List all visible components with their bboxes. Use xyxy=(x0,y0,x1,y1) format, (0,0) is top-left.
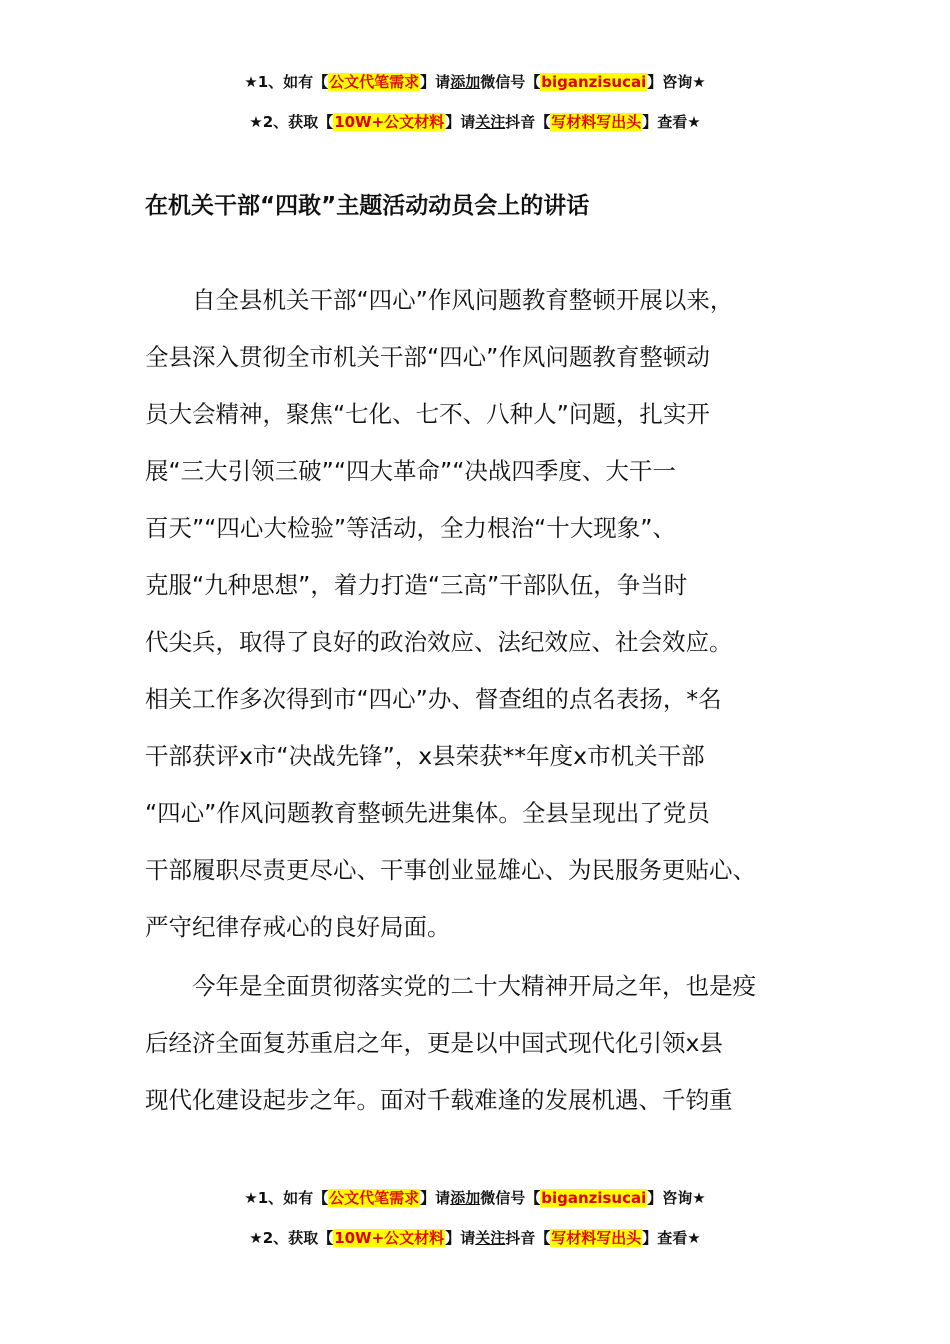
banner-text: 】请 xyxy=(445,113,476,131)
banner-highlight: 写材料写出头 xyxy=(551,1229,642,1247)
banner-highlight: 10W+公文材料 xyxy=(334,1229,445,1247)
paragraph-line: 克服“九种思想”，着力打造“三高”干部队伍，争当时 xyxy=(145,571,688,599)
banner-highlight: 写材料写出头 xyxy=(551,113,642,131)
banner-underlined-text: 添加 xyxy=(450,1189,481,1207)
paragraph-line: 代尖兵，取得了良好的政治效应、法纪效应、社会效应。 xyxy=(145,628,733,656)
paragraph-line: 自全县机关干部“四心”作风问题教育整顿开展以来， xyxy=(145,286,734,314)
paragraph-line: 后经济全面复苏重启之年，更是以中国式现代化引领x县 xyxy=(145,1029,723,1057)
paragraph-line: “四心”作风问题教育整顿先进集体。全县呈现出了党员 xyxy=(145,799,710,827)
banner-text: 微信号【 xyxy=(480,1189,541,1207)
paragraph-line: 严守纪律存戒心的良好局面。 xyxy=(145,913,451,941)
banner-underlined-text: 关注 xyxy=(475,1229,506,1247)
banner-text: ★1、如有【 xyxy=(244,1189,329,1207)
paragraph-line: 员大会精神，聚焦“七化、七不、八种人”问题，扎实开 xyxy=(145,400,710,428)
body-paragraph-2 xyxy=(145,958,825,1129)
header-banner-line-1 xyxy=(0,71,950,93)
footer-banner-line-2 xyxy=(0,1227,950,1249)
body-paragraph-1 xyxy=(145,272,825,956)
banner-underlined-text: 添加 xyxy=(450,73,481,91)
banner-text: 抖音【 xyxy=(505,113,551,131)
paragraph-line: 展“三大引领三破”“四大革命”“决战四季度、大干一 xyxy=(145,457,676,485)
banner-text: 】查看★ xyxy=(642,113,701,131)
document-title: 在机关干部“四敢”主题活动动员会上的讲话 xyxy=(145,193,590,219)
banner-text: 】请 xyxy=(445,1229,476,1247)
banner-text: 微信号【 xyxy=(480,73,541,91)
paragraph-line: 今年是全面贯彻落实党的二十大精神开局之年，也是疫 xyxy=(145,972,756,1000)
banner-highlight: biganzisucai xyxy=(541,1189,647,1207)
paragraph-line: 相关工作多次得到市“四心”办、督查组的点名表扬，*名 xyxy=(145,685,722,713)
banner-highlight: biganzisucai xyxy=(541,73,647,91)
banner-underlined-text: 关注 xyxy=(475,113,506,131)
banner-text: 】查看★ xyxy=(642,1229,701,1247)
banner-text: ★2、获取【 xyxy=(249,1229,334,1247)
header-banner-line-2 xyxy=(0,111,950,133)
footer-banner-line-1 xyxy=(0,1187,950,1209)
banner-text: 】请 xyxy=(420,1189,451,1207)
banner-text: 】咨询★ xyxy=(647,1189,706,1207)
banner-text: 抖音【 xyxy=(505,1229,551,1247)
paragraph-line: 百天”“四心大检验”等活动，全力根治“十大现象”、 xyxy=(145,514,676,542)
paragraph-line: 干部获评x市“决战先锋”，x县荣获**年度x市机关干部 xyxy=(145,742,705,770)
banner-text: 】咨询★ xyxy=(647,73,706,91)
banner-text: ★1、如有【 xyxy=(244,73,329,91)
banner-highlight: 10W+公文材料 xyxy=(334,113,445,131)
paragraph-line: 干部履职尽责更尽心、干事创业显雄心、为民服务更贴心、 xyxy=(145,856,756,884)
paragraph-line: 现代化建设起步之年。面对千载难逢的发展机遇、千钧重 xyxy=(145,1086,733,1114)
banner-highlight: 公文代笔需求 xyxy=(329,73,420,91)
banner-highlight: 公文代笔需求 xyxy=(329,1189,420,1207)
paragraph-line: 全县深入贯彻全市机关干部“四心”作风问题教育整顿动 xyxy=(145,343,710,371)
banner-text: ★2、获取【 xyxy=(249,113,334,131)
banner-text: 】请 xyxy=(420,73,451,91)
